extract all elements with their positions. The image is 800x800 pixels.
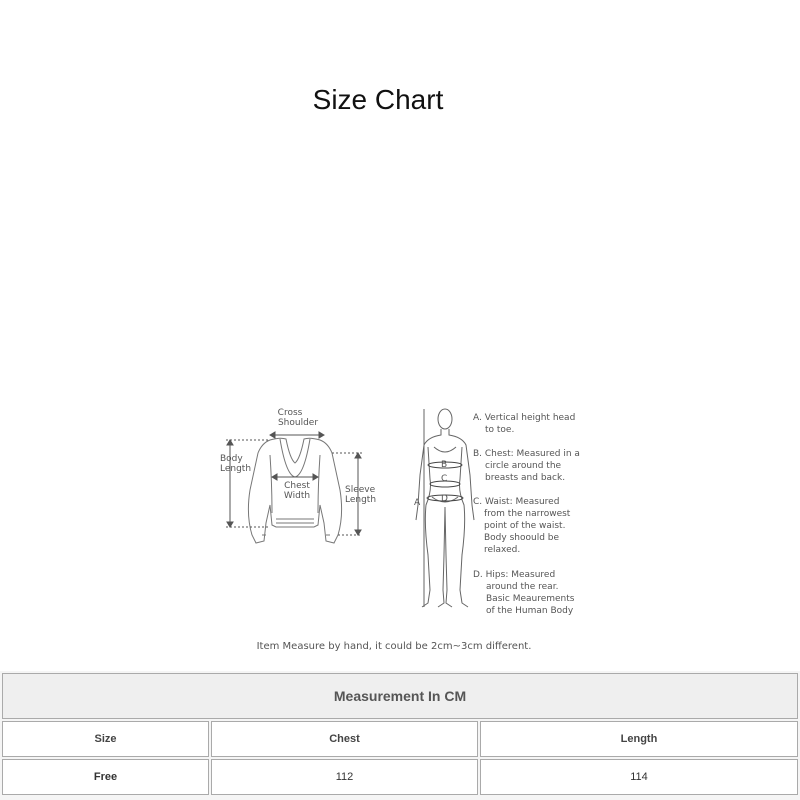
body-length-label-1: Body [220,454,243,464]
chest-width-label-2: Width [283,491,311,501]
marker-c: C [441,474,448,484]
note-line: of the Human Body [486,606,574,616]
page-title: Size Chart [312,84,444,115]
size-table-container [0,671,800,800]
sleeve-length-label-2: Length [345,495,377,505]
measurement-diagram [200,395,600,660]
cell-length: 114 [480,759,798,795]
cell-chest: 112 [211,759,478,795]
cross-shoulder-label-2: Shoulder [277,418,319,428]
chest-width-arrow [272,474,318,480]
human-figure [416,409,474,607]
note-line: Body shoould be [484,533,560,543]
note-line: Basic Meaurements [486,594,575,604]
cross-shoulder-arrow [270,432,324,438]
cross-shoulder-label-1: Cross [277,408,303,418]
cell-size: Free [2,759,209,795]
note-line: breasts and back. [485,473,566,483]
measure-footnote: Item Measure by hand, it could be 2cm~3cm different. [256,641,532,652]
size-table [0,671,800,797]
body-length-label-2: Length [220,464,252,474]
marker-b: B [441,460,448,470]
note-line: around the rear. [486,582,559,592]
sleeve-length-label-1: Sleeve [345,485,376,495]
header-chest: Chest [211,721,478,757]
note-line: circle around the [485,461,562,471]
measurement-notes [473,413,580,616]
note-line: relaxed. [484,545,521,555]
note-line: B. Chest: Measured in a [473,449,580,459]
table-caption: Measurement In CM [2,673,798,719]
header-length: Length [480,721,798,757]
chest-width-label-1: Chest [284,481,310,491]
note-line: from the narrowest [484,509,571,519]
marker-a: A [414,498,421,508]
marker-d: D [441,494,448,504]
note-line: to toe. [485,425,515,435]
note-line: D. Hips: Measured [473,570,556,580]
note-line: point of the waist. [484,521,566,531]
table-row [2,759,798,795]
note-line: C. Waist: Measured [473,497,560,507]
note-line: A. Vertical height head [473,413,576,423]
table-header-row [2,721,798,757]
header-size: Size [2,721,209,757]
